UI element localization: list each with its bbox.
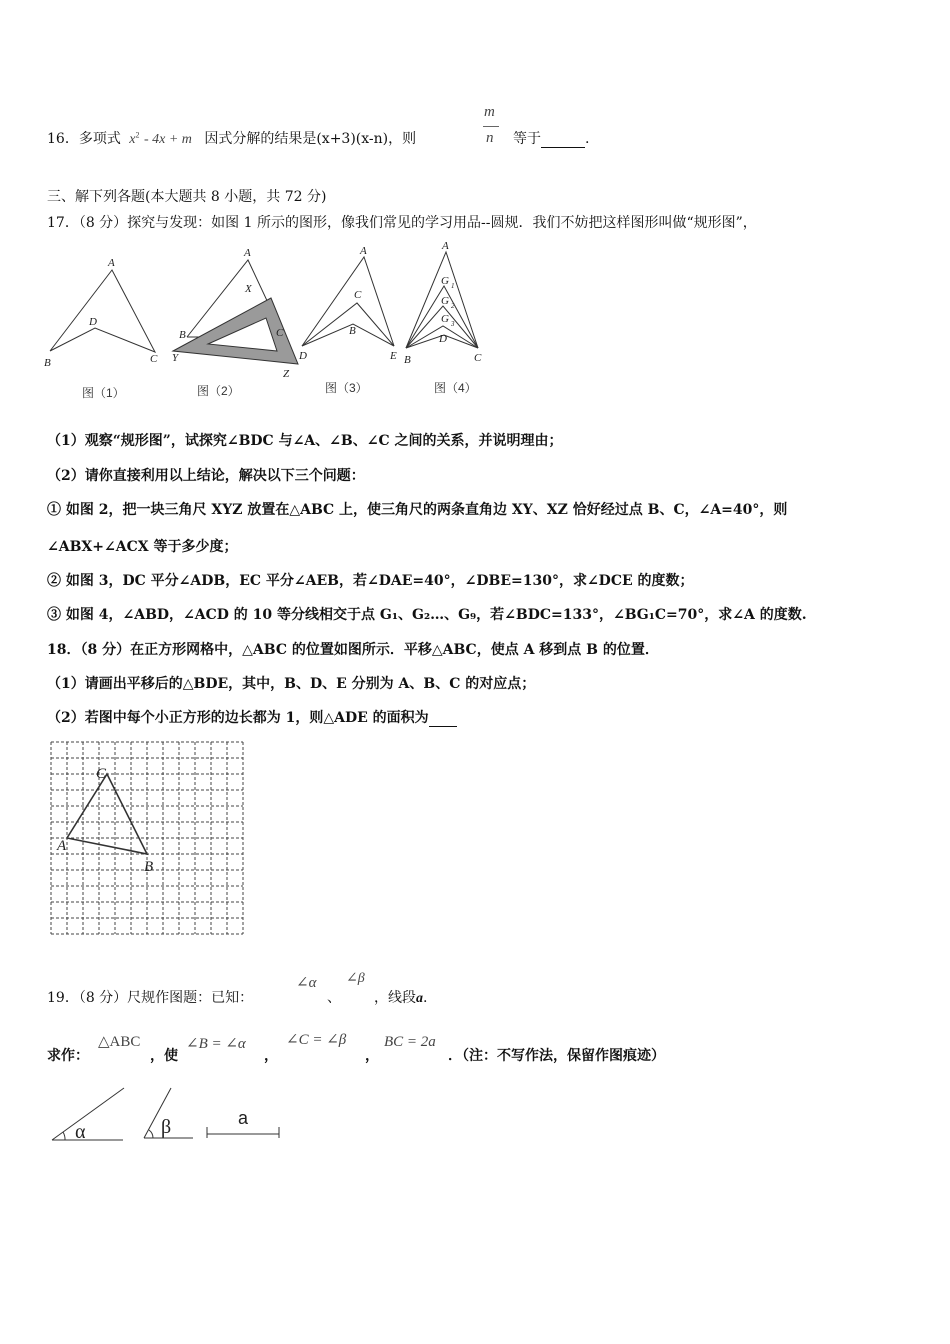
caption-figure-4: 图（4） xyxy=(434,381,477,395)
q19-comma1: ， xyxy=(264,1048,278,1064)
q19-cond-sep1: ，使 xyxy=(150,1048,178,1064)
q19-sep: 、 xyxy=(327,990,341,1006)
svg-text:3: 3 xyxy=(451,320,455,328)
q19-make-label: 求作： xyxy=(47,1048,89,1064)
svg-text:Z: Z xyxy=(283,368,290,380)
figure-3 xyxy=(298,245,397,362)
q19-segment-line xyxy=(374,987,427,1007)
svg-text:Y: Y xyxy=(172,352,179,364)
label-c: C xyxy=(96,766,107,782)
figure-1 xyxy=(44,257,158,369)
svg-text:C: C xyxy=(276,327,284,339)
q17-part2: （2）请你直接利用以上结论，解决以下三个问题： xyxy=(47,468,365,484)
q19-cond2: ∠C = ∠β xyxy=(286,1032,347,1048)
q17-intro: 17．（8 分）探究与发现：如图 1 所示的图形，像我们常见的学习用品--圆规．我们不妨把这样图形叫做“规形图”， xyxy=(47,215,757,231)
svg-text:A: A xyxy=(442,240,449,252)
given-angle-alpha xyxy=(52,1088,124,1143)
svg-text:D: D xyxy=(299,350,307,362)
q16-prefix: 16．多项式 xyxy=(47,131,121,147)
q19-intro: 19．（8 分）尺规作图题：已知： xyxy=(47,990,254,1006)
figure-2 xyxy=(172,247,298,380)
caption-figure-2: 图（2） xyxy=(197,384,240,398)
svg-text:B: B xyxy=(404,354,411,366)
svg-text:B: B xyxy=(179,329,186,341)
q18-answer-blank[interactable] xyxy=(429,710,457,727)
svg-text:E: E xyxy=(390,350,397,362)
svg-text:C: C xyxy=(474,352,482,364)
q18-part1: （1）请画出平移后的△BDE，其中，B、D、E 分别为 A、B、C 的对应点； xyxy=(47,676,536,692)
svg-text:1: 1 xyxy=(451,282,455,290)
svg-text:G: G xyxy=(441,295,449,307)
q18-intro: 18．（8 分）在正方形网格中，△ABC 的位置如图所示．平移△ABC，使点 A 移到点 B 的位置． xyxy=(47,642,659,658)
svg-text:A: A xyxy=(360,245,367,257)
q16-frac-den: n xyxy=(486,130,494,146)
q16-frac-num: m xyxy=(484,104,495,120)
q16-suffix-line xyxy=(513,128,589,148)
q19-segment-text: ，线段 xyxy=(374,990,416,1006)
q19-angle-alpha: ∠α xyxy=(296,975,317,991)
q17-part2-3: ③ 如图 4，∠ABD，∠ACD 的 10 等分线相交于点 G₁、G₂…、G₉，若∠BDC=133°，∠BG₁C=70°，求∠A 的度数. xyxy=(47,607,807,623)
q19-cond1: ∠B = ∠α xyxy=(186,1036,246,1052)
q16-poly-exp: 2 xyxy=(135,130,140,140)
q19-period: . xyxy=(423,990,428,1006)
q19-cond3: BC = 2a xyxy=(384,1034,436,1050)
q19-segment-var: a xyxy=(416,991,423,1006)
segment-label: a xyxy=(238,1108,249,1128)
given-segment-a xyxy=(207,1108,279,1138)
svg-text:D: D xyxy=(439,333,447,345)
label-b: B xyxy=(144,859,154,875)
q19-comma2: ， xyxy=(365,1048,379,1064)
q19-given-figures xyxy=(47,1082,287,1146)
q19-tri: △ABC xyxy=(98,1034,141,1050)
label-a: A xyxy=(57,838,67,854)
q16-poly-x: x xyxy=(129,132,136,147)
q16-poly-rest: - 4x + m xyxy=(143,132,192,147)
q18-part2: （2）若图中每个小正方形的边长都为 1，则△ADE 的面积为 xyxy=(47,710,429,726)
q16-line xyxy=(47,128,416,148)
q17-part2-1b: ∠ABX+∠ACX 等于多少度； xyxy=(47,539,238,555)
svg-text:C: C xyxy=(150,353,158,365)
figure-4 xyxy=(404,240,482,366)
svg-text:D: D xyxy=(89,316,97,328)
beta-symbol: β xyxy=(161,1116,172,1138)
q19-angle-beta: ∠β xyxy=(346,971,365,986)
svg-text:B: B xyxy=(349,325,356,337)
caption-figure-1: 图（1） xyxy=(82,386,125,400)
section-title: 三、解下列各题(本大题共 8 小题，共 72 分) xyxy=(47,189,327,205)
q19-line1 xyxy=(47,987,253,1007)
q17-part1: （1）观察“规形图”，试探究∠BDC 与∠A、∠B、∠C 之间的关系，并说明理由； xyxy=(47,433,563,449)
q16-end: . xyxy=(585,131,590,147)
q19-note: ．（注：不写作法，保留作图痕迹） xyxy=(448,1048,665,1064)
q16-answer-blank[interactable] xyxy=(541,131,585,148)
svg-text:G: G xyxy=(441,275,449,287)
caption-figure-3: 图（3） xyxy=(325,381,368,395)
q18-part2-line xyxy=(47,707,457,727)
svg-text:G: G xyxy=(441,313,449,325)
svg-text:C: C xyxy=(354,289,362,301)
svg-text:B: B xyxy=(44,357,51,369)
q17-part2-1a: ① 如图 2，把一块三角尺 XYZ 放置在△ABC 上，使三角尺的两条直角边 XY、XZ 恰好经过点 B、C，∠A=40°，则 xyxy=(47,502,788,518)
alpha-symbol: α xyxy=(75,1121,86,1143)
q16-suffix: 等于 xyxy=(513,131,541,147)
given-angle-beta xyxy=(144,1088,193,1138)
q16-middle: 因式分解的结果是(x+3)(x-n)，则 xyxy=(204,131,417,147)
q17-part2-2: ② 如图 3，DC 平分∠ADB，EC 平分∠AEB，若∠DAE=40°，∠DBE=130°，求∠DCE 的度数； xyxy=(47,573,694,589)
triangle-abc xyxy=(67,774,147,854)
svg-text:2: 2 xyxy=(451,302,455,310)
q17-figures xyxy=(40,240,500,380)
svg-text:A: A xyxy=(108,257,115,269)
svg-text:X: X xyxy=(245,283,252,295)
q18-grid-figure xyxy=(47,738,247,938)
q16-frac-bar xyxy=(483,126,499,127)
svg-text:A: A xyxy=(244,247,251,259)
